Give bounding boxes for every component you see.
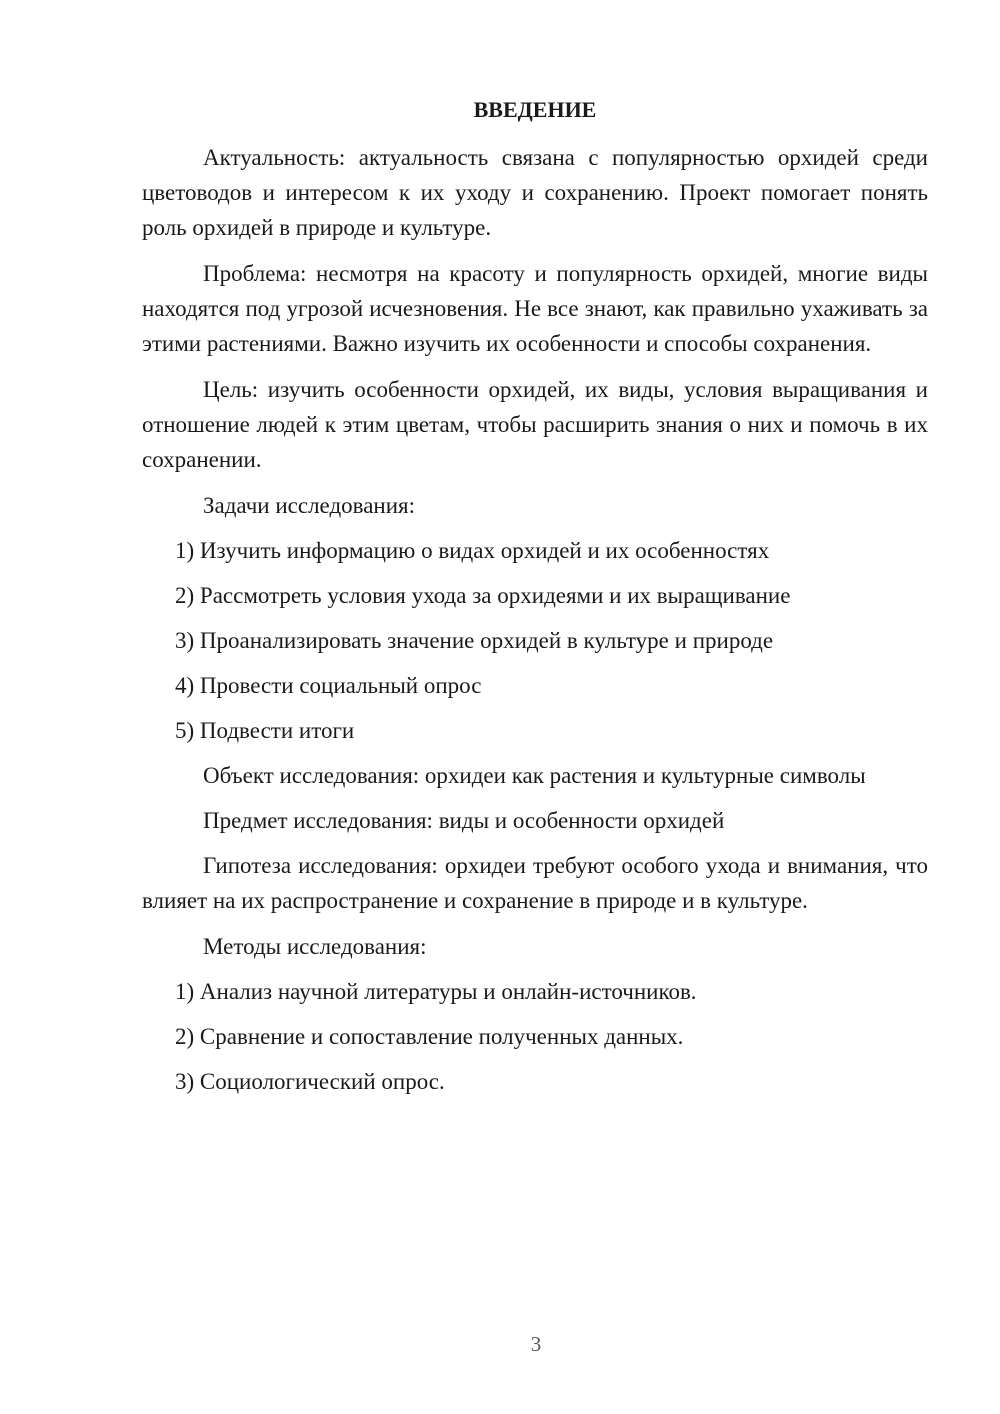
goal-paragraph: Цель: изучить особенности орхидей, их виды, условия выращивания и отношение людей к этим цветам, чтобы расширить знания о них и помочь в их сохранении.: [142, 377, 928, 472]
problem-paragraph: Проблема: несмотря на красоту и популярность орхидей, многие виды находятся под угрозой исчезновения. Не все знают, как правильно ухаживать за этими растениями. Важно изучить их особенности и способы сохранения.: [142, 261, 928, 356]
relevance-paragraph: Актуальность: актуальность связана с популярностью орхидей среди цветоводов и интересом к их уходу и сохранению. Проект помогает понять роль орхидей в природе и культуре.: [142, 145, 928, 240]
hypothesis-paragraph: Гипотеза исследования: орхидеи требуют особого ухода и внимания, что влияет на их распространение и сохранение в природе и в культуре.: [142, 853, 928, 913]
subject-line: Предмет исследования: виды и особенности орхидей: [203, 808, 725, 833]
list-item: 1) Изучить информацию о видах орхидей и их особенностях: [175, 538, 770, 563]
methods-label: Методы исследования:: [203, 934, 427, 959]
tasks-list: [142, 533, 928, 748]
document-page: [142, 92, 928, 1109]
list-item: 4) Провести социальный опрос: [175, 673, 482, 698]
tasks-label: Задачи исследования:: [203, 493, 416, 518]
list-item: 5) Подвести итоги: [175, 718, 355, 743]
list-item: 2) Рассмотреть условия ухода за орхидеями и их выращивание: [175, 583, 791, 608]
list-item: 3) Социологический опрос.: [175, 1069, 445, 1094]
list-item: 2) Сравнение и сопоставление полученных данных.: [175, 1024, 684, 1049]
object-line: Объект исследования: орхидеи как растения и культурные символы: [203, 763, 866, 788]
page-title: ВВЕДЕНИЕ: [473, 97, 597, 122]
list-item: 3) Проанализировать значение орхидей в культуре и природе: [175, 628, 774, 653]
methods-list: [142, 974, 928, 1099]
list-item: 1) Анализ научной литературы и онлайн-источников.: [175, 979, 697, 1004]
page-number: 3: [530, 1332, 542, 1356]
